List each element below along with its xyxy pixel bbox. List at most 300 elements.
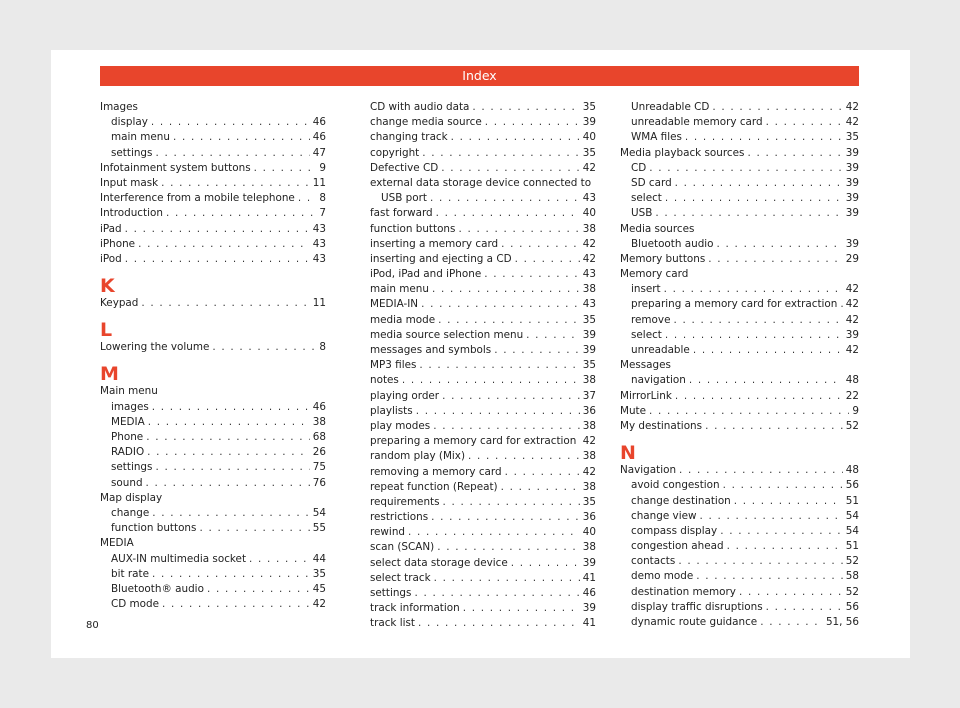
entry-term: Interference from a mobile telephone (100, 192, 295, 205)
dot-leader (166, 206, 316, 221)
entry-page-number: 8 (319, 192, 326, 205)
entry-page-number: 56 (845, 479, 859, 492)
entry-page-number: 38 (582, 374, 596, 387)
index-entry (100, 237, 326, 252)
entry-term: iPod (100, 252, 122, 265)
entry-page-number: 38 (312, 415, 326, 428)
entry-page-number: 46 (312, 400, 326, 413)
dot-leader (161, 176, 310, 191)
index-heading: external data storage device connected to (370, 176, 592, 189)
index-entry (370, 495, 596, 510)
index-subentry (620, 130, 859, 145)
dot-leader (162, 597, 310, 612)
entry-term: contacts (631, 555, 676, 568)
entry-term: main menu (111, 131, 170, 144)
entry-term: AUX-IN multimedia socket (111, 552, 247, 565)
index-subentry (620, 509, 859, 524)
dot-leader (696, 569, 843, 584)
entry-page-number: 38 (582, 283, 596, 296)
entry-page-number: 42 (312, 598, 326, 611)
dot-leader (152, 400, 310, 415)
dot-leader (125, 252, 310, 267)
dot-leader (146, 476, 310, 491)
index-subentry (100, 506, 326, 521)
dot-leader (438, 313, 580, 328)
entry-page-number: 39 (582, 328, 596, 341)
entry-page-number: 42 (845, 344, 859, 356)
index-entry (620, 463, 859, 478)
index-entry (370, 115, 596, 130)
entry-page-number: 42 (845, 116, 859, 129)
index-heading: Messages (620, 359, 671, 372)
entry-page-number: 42 (582, 161, 596, 174)
entry-term: select (631, 192, 662, 205)
entry-page-number: 7 (319, 207, 326, 220)
dot-leader (485, 115, 580, 130)
index-entry (370, 146, 596, 161)
index-subentry (100, 460, 326, 475)
dot-leader (717, 237, 843, 252)
index-entry (620, 252, 859, 267)
entry-page-number: 37 (582, 389, 596, 402)
entry-page-number: 51 (845, 494, 859, 507)
index-entry (370, 510, 596, 525)
entry-term: Keypad (100, 297, 139, 310)
entry-term: random play (Mix) (370, 450, 466, 463)
entry-page-number: 39 (845, 207, 859, 220)
dot-leader (840, 297, 842, 312)
index-entry (370, 130, 596, 145)
dot-leader (458, 222, 579, 237)
entry-term: dynamic route guidance (631, 616, 758, 628)
entry-term: iPhone (100, 237, 136, 250)
entry-term: USB port (381, 192, 427, 205)
dot-leader (125, 222, 310, 237)
dot-leader (708, 252, 843, 267)
entry-term: rewind (370, 526, 406, 539)
dot-leader (434, 571, 580, 586)
entry-page-number: 42 (845, 313, 859, 326)
entry-page-number: 42 (845, 101, 859, 113)
section-letter: M (100, 363, 119, 386)
dot-leader (649, 404, 849, 419)
entry-term: avoid congestion (631, 479, 720, 492)
index-subentry (370, 191, 596, 206)
entry-term: requirements (370, 495, 440, 508)
entry-page-number: 43 (312, 237, 326, 250)
entry-term: playing order (370, 389, 440, 402)
entry-page-number: 52 (845, 555, 859, 568)
dot-leader (739, 585, 843, 600)
entry-page-number: 39 (582, 116, 596, 129)
entry-page-number: 41 (582, 571, 596, 584)
dot-leader (436, 206, 580, 221)
index-subentry (620, 615, 859, 630)
index-entry (370, 465, 596, 480)
entry-page-number: 35 (582, 313, 596, 326)
entry-page-number: 35 (582, 495, 596, 508)
entry-term: playlists (370, 404, 413, 417)
entry-term: restrictions (370, 511, 429, 524)
entry-term: play modes (370, 419, 431, 432)
entry-term: SD card (631, 176, 672, 189)
entry-page-number: 42 (845, 298, 859, 311)
entry-page-number: 22 (845, 389, 859, 402)
dot-leader (199, 521, 309, 536)
entry-term: fast forward (370, 207, 433, 220)
entry-term: display traffic disruptions (631, 600, 763, 613)
entry-term: CD (631, 161, 647, 174)
dot-leader (443, 495, 580, 510)
dot-leader (678, 554, 842, 569)
dot-leader (723, 478, 843, 493)
dot-leader (414, 586, 579, 601)
index-entry (370, 540, 596, 555)
index-subentry (620, 282, 859, 297)
entry-page-number: 35 (582, 101, 596, 113)
entry-term: media source selection menu (370, 328, 524, 341)
index-entry (370, 586, 596, 601)
entry-page-number: 55 (312, 522, 326, 535)
dot-leader (472, 100, 579, 115)
dot-leader (152, 567, 310, 582)
index-entry (370, 328, 596, 343)
dot-leader (712, 100, 842, 115)
index-subentry (620, 373, 859, 388)
index-subentry (100, 130, 326, 145)
dot-leader (705, 419, 843, 434)
dot-leader (747, 146, 842, 161)
entry-term: MEDIA-IN (370, 298, 419, 311)
dot-leader (451, 130, 580, 145)
index-subentry (100, 582, 326, 597)
section-letter: K (100, 275, 115, 298)
entry-term: CD mode (111, 598, 160, 611)
index-column-1 (100, 100, 326, 612)
dot-leader (526, 328, 580, 343)
entry-page-number: 8 (319, 341, 326, 354)
entry-page-number: 39 (845, 146, 859, 159)
entry-page-number: 54 (845, 509, 859, 522)
index-subentry (620, 100, 859, 115)
page-number: 80 (86, 620, 99, 631)
index-subentry (620, 569, 859, 584)
dot-leader (727, 539, 843, 554)
index-entry (370, 480, 596, 495)
entry-page-number: 56 (845, 600, 859, 613)
entry-term: change view (631, 509, 697, 522)
entry-term: Bluetooth audio (631, 237, 714, 250)
entry-page-number: 54 (845, 524, 859, 537)
dot-leader (416, 404, 580, 419)
dot-leader (664, 282, 843, 297)
dot-leader (685, 130, 843, 145)
index-entry (370, 297, 596, 312)
entry-term: iPod, iPad and iPhone (370, 268, 482, 281)
index-subentry (100, 597, 326, 612)
entry-term: Infotainment system buttons (100, 161, 251, 174)
index-subentry (620, 539, 859, 554)
dot-leader (665, 191, 843, 206)
entry-page-number: 39 (845, 237, 859, 250)
index-subentry (620, 554, 859, 569)
index-subentry (100, 415, 326, 430)
entry-page-number: 45 (312, 582, 326, 595)
entry-page-number: 52 (845, 585, 859, 598)
entry-page-number: 38 (582, 419, 596, 432)
entry-page-number: 40 (582, 131, 596, 144)
dot-leader (494, 343, 580, 358)
index-entry (370, 525, 596, 540)
dot-leader (515, 252, 580, 267)
index-entry (620, 146, 859, 161)
index-entry (370, 373, 596, 388)
index-entry (370, 100, 596, 115)
index-entry (100, 206, 326, 221)
index-subentry (100, 521, 326, 536)
dot-leader (655, 206, 842, 221)
entry-page-number: 42 (582, 465, 596, 478)
entry-page-number: 76 (312, 476, 326, 489)
entry-page-number: 39 (582, 344, 596, 356)
entry-page-number: 42 (582, 252, 596, 265)
dot-leader (432, 282, 580, 297)
entry-term: inserting and ejecting a CD (370, 252, 512, 265)
entry-term: change media source (370, 116, 482, 129)
entry-term: unreadable (631, 344, 690, 356)
entry-page-number: 9 (852, 404, 859, 417)
dot-leader (463, 601, 580, 616)
entry-page-number: 51 (845, 540, 859, 553)
entry-term: display (111, 116, 148, 129)
entry-term: Introduction (100, 207, 163, 220)
entry-term: removing a memory card (370, 465, 502, 478)
index-subentry (100, 552, 326, 567)
index-entry (620, 389, 859, 404)
entry-term: USB (631, 207, 653, 220)
entry-page-number: 42 (582, 237, 596, 250)
index-subentry (620, 161, 859, 176)
entry-term: track list (370, 617, 416, 630)
dot-leader (148, 415, 310, 430)
index-subentry (620, 206, 859, 221)
entry-page-number: 43 (312, 222, 326, 235)
entry-page-number: 26 (312, 446, 326, 459)
entry-term: changing track (370, 131, 448, 144)
entry-term: sound (111, 476, 143, 489)
dot-leader (421, 297, 580, 312)
index-subentry (620, 191, 859, 206)
entry-page-number: 9 (319, 161, 326, 174)
dot-leader (207, 582, 310, 597)
entry-term: main menu (370, 283, 429, 296)
entry-term: change (111, 506, 150, 519)
entry-term: preparing a memory card for extraction (370, 435, 577, 448)
index-subentry (620, 176, 859, 191)
entry-term: Unreadable CD (631, 101, 710, 113)
dot-leader (689, 373, 843, 388)
dot-leader (693, 343, 843, 358)
dot-leader (441, 161, 580, 176)
header-title: Index (462, 68, 497, 83)
entry-term: Lowering the volume (100, 341, 210, 354)
index-heading: Map display (100, 491, 163, 504)
index-entry (100, 222, 326, 237)
entry-page-number: 38 (582, 222, 596, 235)
entry-term: scan (SCAN) (370, 541, 435, 554)
entry-page-number: 38 (582, 541, 596, 554)
index-heading: Media sources (620, 222, 695, 235)
dot-leader (675, 176, 843, 191)
entry-term: notes (370, 374, 399, 387)
entry-term: MP3 files (370, 359, 417, 372)
dot-leader (720, 524, 843, 539)
entry-term: Input mask (100, 176, 159, 189)
index-subentry (620, 600, 859, 615)
dot-leader (501, 480, 580, 495)
entry-term: function buttons (111, 522, 197, 535)
dot-leader (146, 430, 310, 445)
entry-page-number: 43 (312, 252, 326, 265)
entry-page-number: 38 (582, 450, 596, 463)
entry-page-number: 36 (582, 511, 596, 524)
dot-leader (173, 130, 310, 145)
entry-term: settings (111, 146, 153, 159)
index-entry (370, 601, 596, 616)
entry-page-number: 40 (582, 207, 596, 220)
entry-term: function buttons (370, 222, 456, 235)
entry-term: iPad (100, 222, 122, 235)
index-subentry (620, 237, 859, 252)
entry-page-number: 41 (582, 617, 596, 630)
entry-page-number: 43 (582, 268, 596, 281)
entry-term: compass display (631, 524, 718, 537)
dot-leader (138, 237, 310, 252)
entry-page-number: 39 (845, 192, 859, 205)
index-subentry (100, 430, 326, 445)
entry-page-number: 46 (312, 131, 326, 144)
index-entry (370, 419, 596, 434)
index-entry (100, 161, 326, 176)
index-subentry (620, 297, 859, 312)
entry-page-number: 46 (582, 587, 596, 599)
index-subentry (620, 524, 859, 539)
dot-leader (760, 615, 823, 630)
entry-term: Memory buttons (620, 252, 706, 265)
dot-leader (419, 358, 579, 373)
index-subentry (100, 445, 326, 460)
entry-term: Phone (111, 431, 144, 443)
dot-leader (402, 373, 580, 388)
entry-term: preparing a memory card for extraction (631, 298, 838, 311)
entry-term: remove (631, 313, 671, 326)
index-subentry (100, 146, 326, 161)
dot-leader (665, 328, 843, 343)
index-entry (620, 404, 859, 419)
index-entry (370, 434, 596, 449)
entry-term: select track (370, 571, 431, 584)
entry-page-number: 52 (845, 419, 859, 432)
entry-page-number: 68 (312, 431, 326, 443)
entry-term: settings (111, 461, 153, 474)
dot-leader (212, 340, 316, 355)
index-entry (370, 282, 596, 297)
entry-term: copyright (370, 146, 420, 159)
entry-term: settings (370, 587, 412, 599)
index-entry (370, 449, 596, 464)
index-subentry (100, 567, 326, 582)
entry-page-number: 40 (582, 526, 596, 539)
index-subentry (620, 115, 859, 130)
entry-term: Media playback sources (620, 146, 745, 159)
index-heading: Main menu (100, 385, 158, 398)
index-column-3 (620, 100, 859, 630)
entry-page-number: 51, 56 (825, 616, 859, 628)
index-subentry (100, 115, 326, 130)
entry-page-number: 54 (312, 506, 326, 519)
entry-page-number: 39 (845, 161, 859, 174)
index-entry (370, 267, 596, 282)
entry-term: messages and symbols (370, 344, 492, 356)
entry-term: congestion ahead (631, 540, 724, 553)
entry-term: CD with audio data (370, 101, 470, 113)
entry-page-number: 44 (312, 552, 326, 565)
entry-page-number: 35 (582, 359, 596, 372)
entry-page-number: 48 (845, 464, 859, 477)
dot-leader (673, 313, 842, 328)
entry-page-number: 29 (845, 252, 859, 265)
index-entry (100, 296, 326, 311)
index-entry (370, 161, 596, 176)
dot-leader (151, 115, 310, 130)
dot-leader (675, 389, 843, 404)
entry-term: MEDIA (111, 415, 145, 428)
index-subentry (100, 400, 326, 415)
entry-term: change destination (631, 494, 731, 507)
index-entry (370, 252, 596, 267)
dot-leader (437, 540, 580, 555)
index-entry (370, 222, 596, 237)
dot-leader (734, 494, 843, 509)
dot-leader (484, 267, 580, 282)
dot-leader (468, 449, 580, 464)
index-subentry (100, 476, 326, 491)
dot-leader (249, 552, 310, 567)
entry-term: My destinations (620, 419, 703, 432)
index-subentry (620, 585, 859, 600)
index-entry (370, 206, 596, 221)
dot-leader (679, 463, 843, 478)
dot-leader (298, 191, 317, 206)
dot-leader (442, 389, 580, 404)
dot-leader (766, 115, 843, 130)
index-entry (100, 340, 326, 355)
index-entry (370, 616, 596, 631)
entry-page-number: 39 (582, 556, 596, 569)
dot-leader (699, 509, 842, 524)
entry-term: RADIO (111, 446, 145, 459)
entry-page-number: 11 (312, 297, 326, 310)
dot-leader (147, 445, 310, 460)
entry-term: MirrorLink (620, 389, 672, 402)
entry-page-number: 35 (582, 146, 596, 159)
dot-leader (254, 161, 317, 176)
index-column-2 (370, 100, 596, 632)
entry-page-number: 46 (312, 116, 326, 129)
entry-term: navigation (631, 374, 686, 387)
entry-term: bit rate (111, 567, 149, 580)
dot-leader (141, 296, 309, 311)
